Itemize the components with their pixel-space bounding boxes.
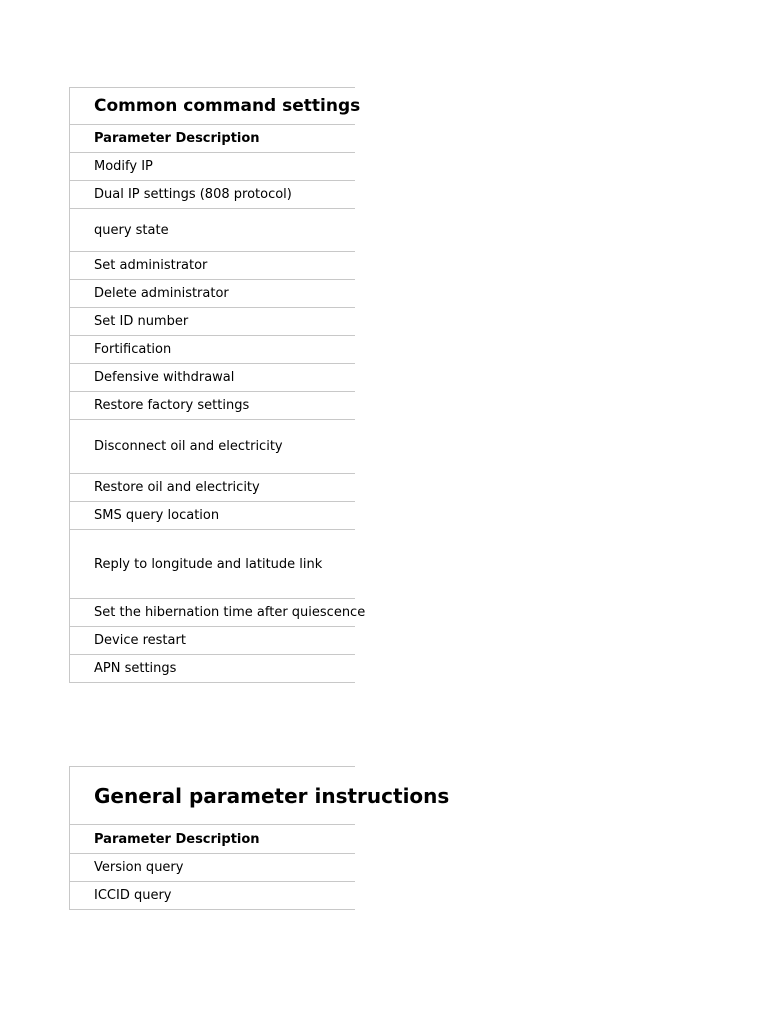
table-row: Dual IP settings (808 protocol) <box>70 180 355 208</box>
table-row: Defensive withdrawal <box>70 363 355 391</box>
table-row: SMS query location <box>70 501 355 529</box>
table-row: Set administrator <box>70 251 355 279</box>
table-row: Set ID number <box>70 307 355 335</box>
table-row: APN settings <box>70 654 355 682</box>
table-row: Reply to longitude and latitude link <box>70 529 355 598</box>
table-row: Modify IP <box>70 152 355 180</box>
table-title: General parameter instructions <box>94 783 450 808</box>
general-parameter-table <box>69 766 450 910</box>
table-row: Device restart <box>70 626 355 654</box>
table-row: Fortification <box>70 335 355 363</box>
table-title: Common command settings <box>94 96 361 116</box>
table-row: Set the hibernation time after quiescence <box>70 598 355 626</box>
table-row: Restore oil and electricity <box>70 473 355 501</box>
column-header: Parameter Description <box>70 824 355 853</box>
table-row: Restore factory settings <box>70 391 355 419</box>
table-row: query state <box>70 208 355 251</box>
common-command-table <box>69 87 366 683</box>
table-row: Disconnect oil and electricity <box>70 419 355 473</box>
table-row: Delete administrator <box>70 279 355 307</box>
column-header: Parameter Description <box>70 124 355 152</box>
table-row: ICCID query <box>70 881 355 909</box>
table-row: Version query <box>70 853 355 881</box>
